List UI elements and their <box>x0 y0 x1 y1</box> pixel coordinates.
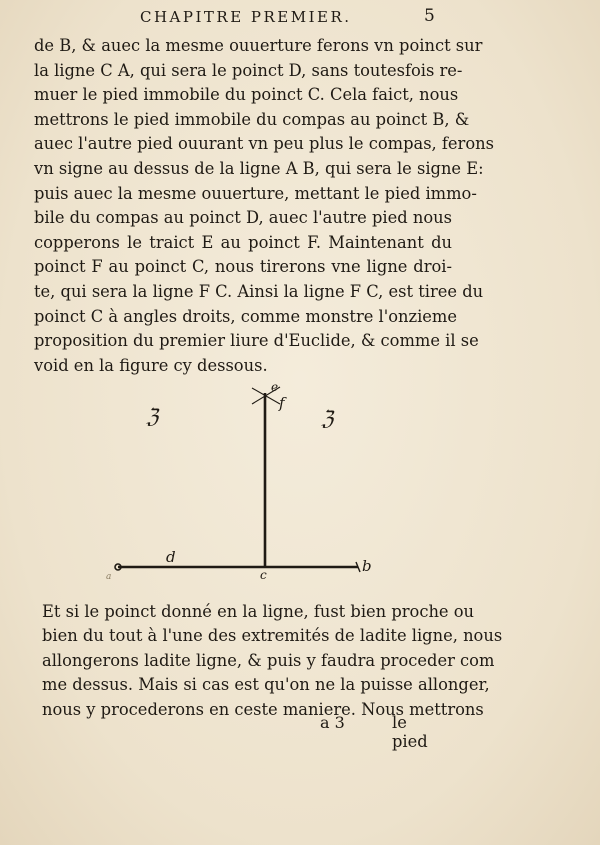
lower-paragraph <box>42 600 503 722</box>
page-number: 5 <box>424 6 435 26</box>
text-line: auec l'autre pied ouurant vn peu plus le compas, ferons <box>34 134 494 154</box>
label-c: c <box>260 568 267 582</box>
text-line: allongerons ladite ligne, & puis y faudra proceder com <box>42 650 495 670</box>
text-line: mettrons le pied immobile du compas au poinct B, & <box>34 109 470 129</box>
running-title: CHAPITRE PREMIER. <box>140 8 352 26</box>
text-line: me dessus. Mais si cas est qu'on ne la puisse allonger, <box>42 675 490 695</box>
upper-paragraph <box>34 34 494 378</box>
text-line: vn signe au dessus de la ligne A B, qui sera le signe E: <box>34 158 484 178</box>
text-line: poinct F au poinct C, nous tirerons vne ligne droi- <box>34 257 452 277</box>
text-line: proposition du premier liure d'Euclide, & comme il se <box>34 331 479 351</box>
catchword: le pied <box>392 713 428 751</box>
label-f: f <box>279 394 285 412</box>
text-line: muer le pied immobile du poinct C. Cela faict, nous <box>34 85 459 105</box>
text-line: Et si le poinct donné en la ligne, fust bien proche ou <box>42 602 475 621</box>
compass-mark-left: ℨ <box>146 404 159 428</box>
text-line: de B, & auec la mesme ouuerture ferons vn poinct sur <box>34 36 483 55</box>
page-header <box>0 6 600 30</box>
text-line: puis auec la mesme ouuerture, mettant le pied immo- <box>34 183 477 203</box>
text-line: bien du tout à l'une des extremités de ladite ligne, nous <box>42 626 503 646</box>
text-line: copperons le traict E au poinct F. Maintenant du <box>34 232 452 252</box>
text-line: te, qui sera la ligne F C. Ainsi la ligne F C, est tiree du <box>34 281 484 301</box>
geometric-figure <box>106 378 380 588</box>
compass-mark-right: ℨ <box>321 406 334 430</box>
text-line: poinct C à angles droits, comme monstre l'onzieme <box>34 306 458 326</box>
label-a: a <box>106 572 112 582</box>
signature-mark: a 3 <box>320 713 345 732</box>
text-line: la ligne C A, qui sera le poinct D, sans toutesfois re- <box>34 60 463 80</box>
page-footer <box>42 713 446 751</box>
label-b: b <box>362 557 372 575</box>
label-e: e <box>271 380 279 394</box>
label-d: d <box>166 548 176 566</box>
text-line: void en la figure cy dessous. <box>34 355 268 375</box>
text-line: bile du compas au poinct D, auec l'autre pied nous <box>34 208 452 228</box>
text-line: nous y procederons en ceste maniere. Nous mettrons <box>42 699 484 719</box>
